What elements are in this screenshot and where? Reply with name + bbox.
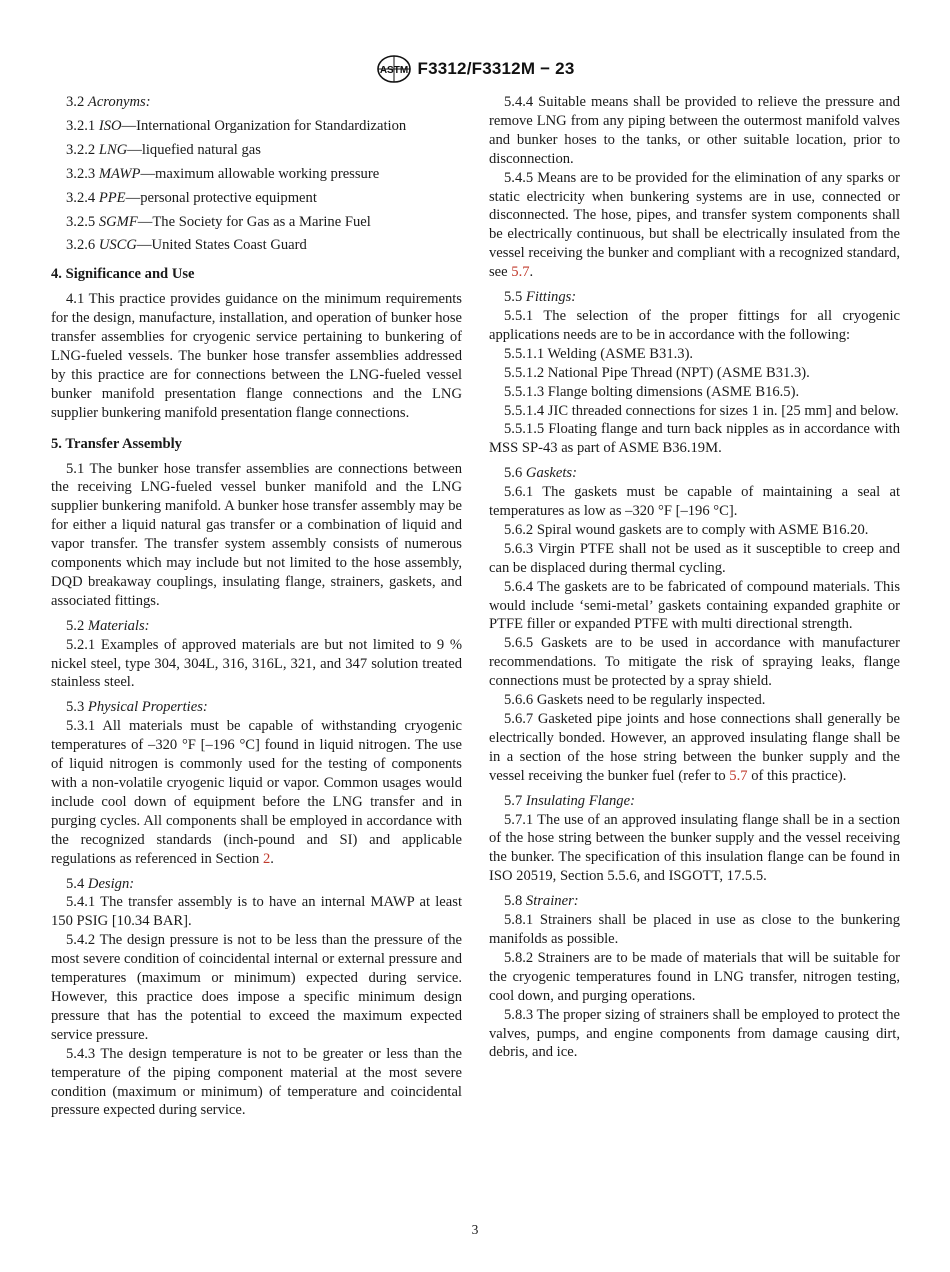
acronym-item: 3.2.1 ISO—International Organization for Standardization	[66, 117, 407, 134]
section-4-heading: 4. Significance and Use	[51, 266, 195, 283]
paragraph-5-6-2: 5.6.2 Spiral wound gaskets are to comply with ASME B16.20.	[504, 521, 869, 538]
paragraph-5-5-1-3: 5.5.1.3 Flange bolting dimensions (ASME B16.5).	[504, 383, 800, 400]
page-header	[0, 54, 950, 84]
paragraph-5-4-4: 5.4.4 Suitable means shall be provided to relieve the pressure and remove LNG from any piping between the outermost manifold valves and bunker hoses to the tanks, or other suitable location, prior to disconnection.	[489, 94, 900, 167]
paragraph-5-8-2: 5.8.2 Strainers are to be made of materials that will be suitable for the cryogenic temperatures found in LNG transfer, nitrogen testing, cool down, and purging operations.	[489, 949, 900, 1004]
section-5-heading: 5. Transfer Assembly	[51, 435, 182, 452]
astm-logo-icon	[376, 54, 412, 84]
section-5-7-link[interactable]: 5.7	[511, 264, 530, 281]
paragraph-5-2-1: 5.2.1 Examples of approved materials are but not limited to 9 % nickel steel, type 304, 304L, 316, 316L, 321, and 347 solution treated stainless steel.	[51, 636, 462, 691]
section-5-7-link[interactable]: 5.7	[729, 767, 748, 784]
acronym-item: 3.2.5 SGMF—The Society for Gas as a Marine Fuel	[66, 213, 371, 230]
right-column	[489, 93, 900, 1062]
section-5-5-heading: 5.5 Fittings:	[504, 289, 577, 306]
section-5-4-heading: 5.4 Design:	[66, 875, 135, 892]
document-designation: F3312/F3312M − 23	[417, 59, 575, 78]
paragraph-5-4-1: 5.4.1 The transfer assembly is to have an internal MAWP at least 150 PSIG [10.34 BAR].	[51, 894, 462, 930]
section-5-6-heading: 5.6 Gaskets:	[504, 465, 577, 482]
paragraph-5-6-5: 5.6.5 Gaskets are to be used in accordance with manufacturer recommendations. To mitigate the risk of spraying leaks, flange connections must be protected by a spray shield.	[489, 635, 900, 690]
paragraph-5-6-3: 5.6.3 Virgin PTFE shall not be used as it susceptible to creep and can be displaced during thermal cycling.	[489, 540, 900, 576]
acronym-item: 3.2.6 USCG—United States Coast Guard	[66, 237, 307, 254]
paragraph-5-5-1-2: 5.5.1.2 National Pipe Thread (NPT) (ASME B31.3).	[504, 364, 810, 381]
paragraph-5-6-1: 5.6.1 The gaskets must be capable of maintaining a seal at temperatures as low as –320 °F [–196 °C].	[489, 484, 900, 520]
paragraph-5-7-1: 5.7.1 The use of an approved insulating flange shall be in a section of the hose string between the bunker supply and the vessel receiving the bunker. The specification of this insulation flange can be found in ISO 20519, Section 5.5.6, and ISGOTT, 17.5.5.	[489, 811, 900, 885]
section-2-link[interactable]: 2	[262, 850, 271, 867]
astm-logo-text: ASTM	[379, 65, 408, 76]
acronym-item: 3.2.3 MAWP—maximum allowable working pressure	[66, 165, 380, 182]
paragraph-5-5-1: 5.5.1 The selection of the proper fittings for all cryogenic applications needs are to be in accordance with the following:	[489, 307, 900, 343]
paragraph-5-5-1-5: 5.5.1.5 Floating flange and turn back nipples as in accordance with MSS SP-43 as part of ASME B36.19M.	[489, 421, 900, 457]
paragraph-5-4-2: 5.4.2 The design pressure is not to be less than the pressure of the most severe condition of coincidental internal or external pressure and temperatures (maximum or minimum) expected during service. However, this practice does impose a specific minimum design pressure that has the potential to exceed the maximum expected service pressure.	[51, 932, 462, 1043]
left-column	[51, 93, 462, 1120]
section-5-8-heading: 5.8 Strainer:	[504, 893, 579, 910]
paragraph-5-1: 5.1 The bunker hose transfer assemblies are connections between the receiving LNG-fueled vessel bunker manifold and the LNG supplier bunkering manifold. A bunker hose transfer assembly may be for either a liquid natural gas transfer or a combination of liquid and vapor transfer. The transfer system assembly consists of numerous components which may include but not limited to the hose assembly, DQD breakaway couplings, insulating flange, strainers, gaskets, and associated fittings.	[51, 460, 462, 609]
paragraph-5-6-7: 5.6.7 Gasketed pipe joints and hose connections shall generally be electrically bonded. However, an approved insulating flange shall be in a section of the hose string between the bunker supply and the vessel receiving the bunker fuel (refer to 5.7 of this practice).	[489, 711, 900, 784]
section-5-2-heading: 5.2 Materials:	[66, 617, 150, 634]
acronym-item: 3.2.4 PPE—personal protective equipment	[66, 189, 317, 206]
paragraph-5-3-1: 5.3.1 All materials must be capable of withstanding cryogenic temperatures of –320 °F [–196 °C] found in liquid nitrogen. The use of liquid nitrogen is commonly used for the testing of components with a non-volatile cryogenic liquid or vapor. Common usages would include cool down of equipment before the LNG transfer and in purging cycles. All components shall be employed in accordance with the recognized standards (inch-pound and SI) and applicable regulations as referenced in Section 2.	[51, 718, 462, 867]
section-3-2-heading: 3.2 Acronyms:	[66, 94, 151, 110]
paragraph-5-5-1-4: 5.5.1.4 JIC threaded connections for sizes 1 in. [25 mm] and below.	[504, 402, 899, 419]
acronym-item: 3.2.2 LNG—liquefied natural gas	[66, 141, 261, 158]
page-number: 3	[471, 1222, 479, 1237]
paragraph-4-1: 4.1 This practice provides guidance on the minimum requirements for the design, manufacture, installation, and operation of bunker hose transfer assemblies for cryogenic service pertaining to bunkering of LNG-fueled vessels. The bunker hose transfer assemblies addressed by this practice are for connections between the LNG-fueled vessel bunker manifold presentation flange connections and the LNG supplier bunkering manifold presentation flange connections.	[51, 291, 462, 421]
paragraph-5-6-4: 5.6.4 The gaskets are to be fabricated of compound materials. This would include ‘semi-metal’ gaskets containing expanded graphite or PTFE filler or expanded PTFE with multi directional strength.	[489, 578, 900, 633]
paragraph-5-4-3: 5.4.3 The design temperature is not to be greater or less than the temperature of the piping component material at the most severe condition (maximum or minimum) of temperature and coincidental pressure expected during service.	[51, 1045, 462, 1119]
paragraph-5-5-1-1: 5.5.1.1 Welding (ASME B31.3).	[504, 345, 694, 362]
paragraph-5-4-5: 5.4.5 Means are to be provided for the elimination of any sparks or static electricity when bunkering systems are in use, connected or disconnected. The hose, pipes, and transfer system components shall be electrically continuous, but shall be electrically insulated from the vessel receiving the bunker and compliant with a recognized standard, see 5.7.	[489, 169, 900, 281]
paragraph-5-6-6: 5.6.6 Gaskets need to be regularly inspected.	[504, 692, 766, 709]
section-5-7-heading: 5.7 Insulating Flange:	[504, 792, 635, 809]
paragraph-5-8-1: 5.8.1 Strainers shall be placed in use as close to the bunkering manifolds as possible.	[489, 912, 900, 947]
section-5-3-heading: 5.3 Physical Properties:	[66, 699, 208, 716]
paragraph-5-8-3: 5.8.3 The proper sizing of strainers shall be employed to protect the valves, pumps, and engine components from damage causing dirt, debris, and ice.	[489, 1006, 900, 1061]
